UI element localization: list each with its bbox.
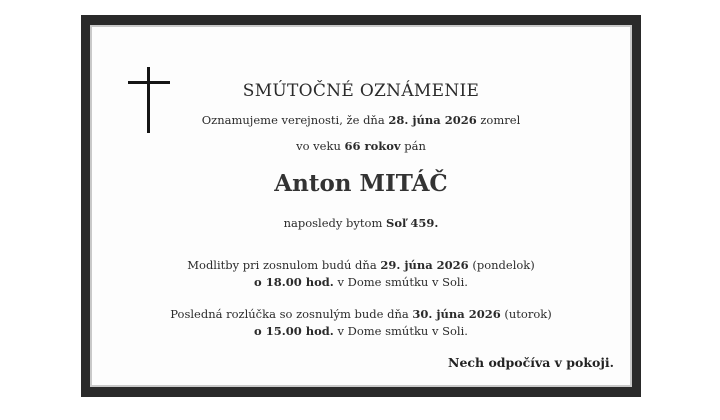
closing-phrase: Nech odpočíva v pokoji.: [448, 355, 614, 370]
prayer-day: (pondelok): [468, 258, 535, 272]
farewell-time-line: [92, 324, 630, 338]
residence-prefix: naposledy bytom: [283, 216, 387, 230]
announcement-title: SMÚTOČNÉ OZNÁMENIE: [242, 81, 480, 101]
prayer-time: o 18.00 hod.: [254, 275, 334, 289]
prayer-date: 29. júna 2026: [380, 258, 469, 272]
prayer-prefix: Modlitby pri zosnulom budú dňa: [187, 258, 381, 272]
farewell-prefix: Posledná rozlúčka so zosnulým bude dňa: [170, 307, 413, 321]
death-date-line: [92, 113, 630, 127]
prayer-time-line: [92, 275, 630, 289]
death-date: 28. júna 2026: [388, 113, 477, 127]
black-border-frame: [81, 15, 641, 397]
age-suffix: pán: [400, 139, 426, 153]
farewell-place: v Dome smútku v Soli.: [333, 324, 468, 338]
age-prefix: vo veku: [296, 139, 345, 153]
farewell-date: 30. júna 2026: [412, 307, 501, 321]
death-date-suffix: zomrel: [476, 113, 521, 127]
residence-line: [92, 216, 630, 230]
farewell-date-line: [92, 307, 630, 321]
age-line: [92, 139, 630, 153]
residence-place: Soľ 459.: [386, 216, 439, 230]
prayer-place: v Dome smútku v Soli.: [333, 275, 468, 289]
death-date-prefix: Oznamujeme verejnosti, že dňa: [201, 113, 389, 127]
farewell-day: (utorok): [500, 307, 552, 321]
farewell-time: o 15.00 hod.: [254, 324, 334, 338]
age-value: 66 rokov: [344, 139, 401, 153]
deceased-name: Anton MITÁČ: [274, 170, 448, 197]
prayer-date-line: [92, 258, 630, 272]
announcement-paper: [92, 27, 630, 385]
